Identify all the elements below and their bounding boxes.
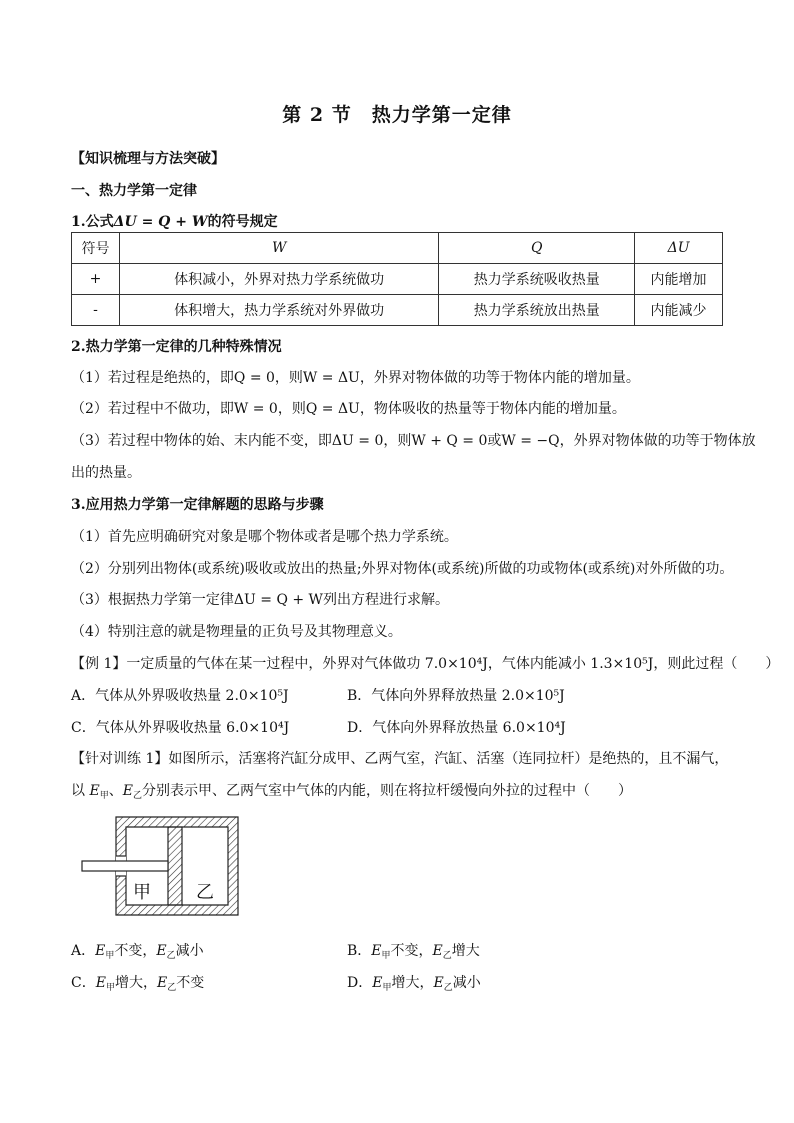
table-header-cell: Q	[439, 233, 635, 264]
table-cell: 热力学系统吸收热量	[439, 264, 635, 295]
table-cell: 体积减小，外界对热力学系统做功	[119, 264, 438, 295]
special-case-3-cont: 出的热量。	[71, 465, 141, 481]
sign-convention-table	[71, 232, 723, 326]
special-case-1: （1）若过程是绝热的，即Q = 0，则W = ΔU，外界对物体做的功等于物体内能的增加量。	[71, 370, 640, 386]
steps-heading: 3.应用热力学第一定律解题的思路与步骤	[71, 497, 324, 513]
table-cell: 内能增加	[635, 264, 723, 295]
table-header-cell: W	[119, 233, 438, 264]
special-cases-heading: 2.热力学第一定律的几种特殊情况	[71, 339, 282, 355]
table-row	[72, 295, 723, 326]
pull-rod	[82, 861, 168, 871]
formula: ΔU = Q + W	[113, 214, 208, 230]
example-1-option-b: B．气体向外界释放热量 2.0×10⁵J	[347, 688, 565, 704]
step-2: （2）分别列出物体(或系统)吸收或放出的热量;外界对物体(或系统)所做的功或物体(或系统)对外所做的功。	[71, 561, 734, 577]
special-case-3: （3）若过程中物体的始、末内能不变，即ΔU = 0，则W + Q = 0或W = −Q，外界对物体做的功等于物体放	[71, 433, 756, 449]
training-1-option-c: C．$E_甲$增大，$E_乙$不变	[71, 975, 205, 993]
special-case-2: （2）若过程中不做功，即W = 0，则Q = ΔU，物体吸收的热量等于物体内能的增加量。	[71, 401, 626, 417]
page-title: 第 2 节 热力学第一定律	[282, 104, 512, 126]
training-1-stem: 【针对训练 1】如图所示，活塞将汽缸分成甲、乙两气室，汽缸、活塞（连同拉杆）是绝热的，且不漏气，	[71, 751, 729, 767]
table-cell: -	[72, 295, 120, 326]
table-header-cell: 符号	[72, 233, 120, 264]
formula-prefix: 1.公式	[71, 214, 114, 230]
formula-heading	[71, 211, 278, 231]
training-1-option-a: A．$E_甲$不变，$E_乙$减小	[71, 943, 204, 961]
table-cell: 热力学系统放出热量	[439, 295, 635, 326]
chamber-jia-label: 甲	[133, 882, 151, 903]
training-1-option-d: D．$E_甲$增大，$E_乙$减小	[347, 975, 481, 993]
example-1-option-a: A．气体从外界吸收热量 2.0×10⁵J	[71, 688, 289, 704]
step-4: （4）特别注意的就是物理量的正负号及其物理意义。	[71, 624, 402, 640]
step-3: （3）根据热力学第一定律ΔU = Q + W列出方程进行求解。	[71, 592, 449, 608]
table-cell: +	[72, 264, 120, 295]
step-1: （1）首先应明确研究对象是哪个物体或者是哪个热力学系统。	[71, 529, 458, 545]
example-1-option-d: D．气体向外界释放热量 6.0×10⁴J	[347, 720, 566, 736]
training-1-option-b: B．$E_甲$不变，$E_乙$增大	[347, 943, 480, 961]
training-1-stem-cont: 以 $E_甲$、$E_乙$分别表示甲、乙两气室中气体的内能，则在将拉杆缓慢向外拉的过程中（ ）	[71, 783, 632, 801]
table-header-cell: ΔU	[635, 233, 723, 264]
piston	[168, 827, 182, 905]
section-header: 【知识梳理与方法突破】	[71, 151, 225, 167]
cylinder-piston-figure	[78, 812, 248, 922]
example-1-stem: 【例 1】一定质量的气体在某一过程中，外界对气体做功 7.0×10⁴J，气体内能减小 1.3×10⁵J，则此过程（ ）	[71, 656, 780, 672]
part-heading: 一、热力学第一定律	[71, 183, 197, 199]
table-row	[72, 264, 723, 295]
formula-suffix: 的符号规定	[207, 214, 278, 230]
table-cell: 体积增大，热力学系统对外界做功	[119, 295, 438, 326]
table-cell: 内能减少	[635, 295, 723, 326]
table-header-row	[72, 233, 723, 264]
chamber-yi-label: 乙	[196, 882, 214, 903]
example-1-option-c: C．气体从外界吸收热量 6.0×10⁴J	[71, 720, 290, 736]
